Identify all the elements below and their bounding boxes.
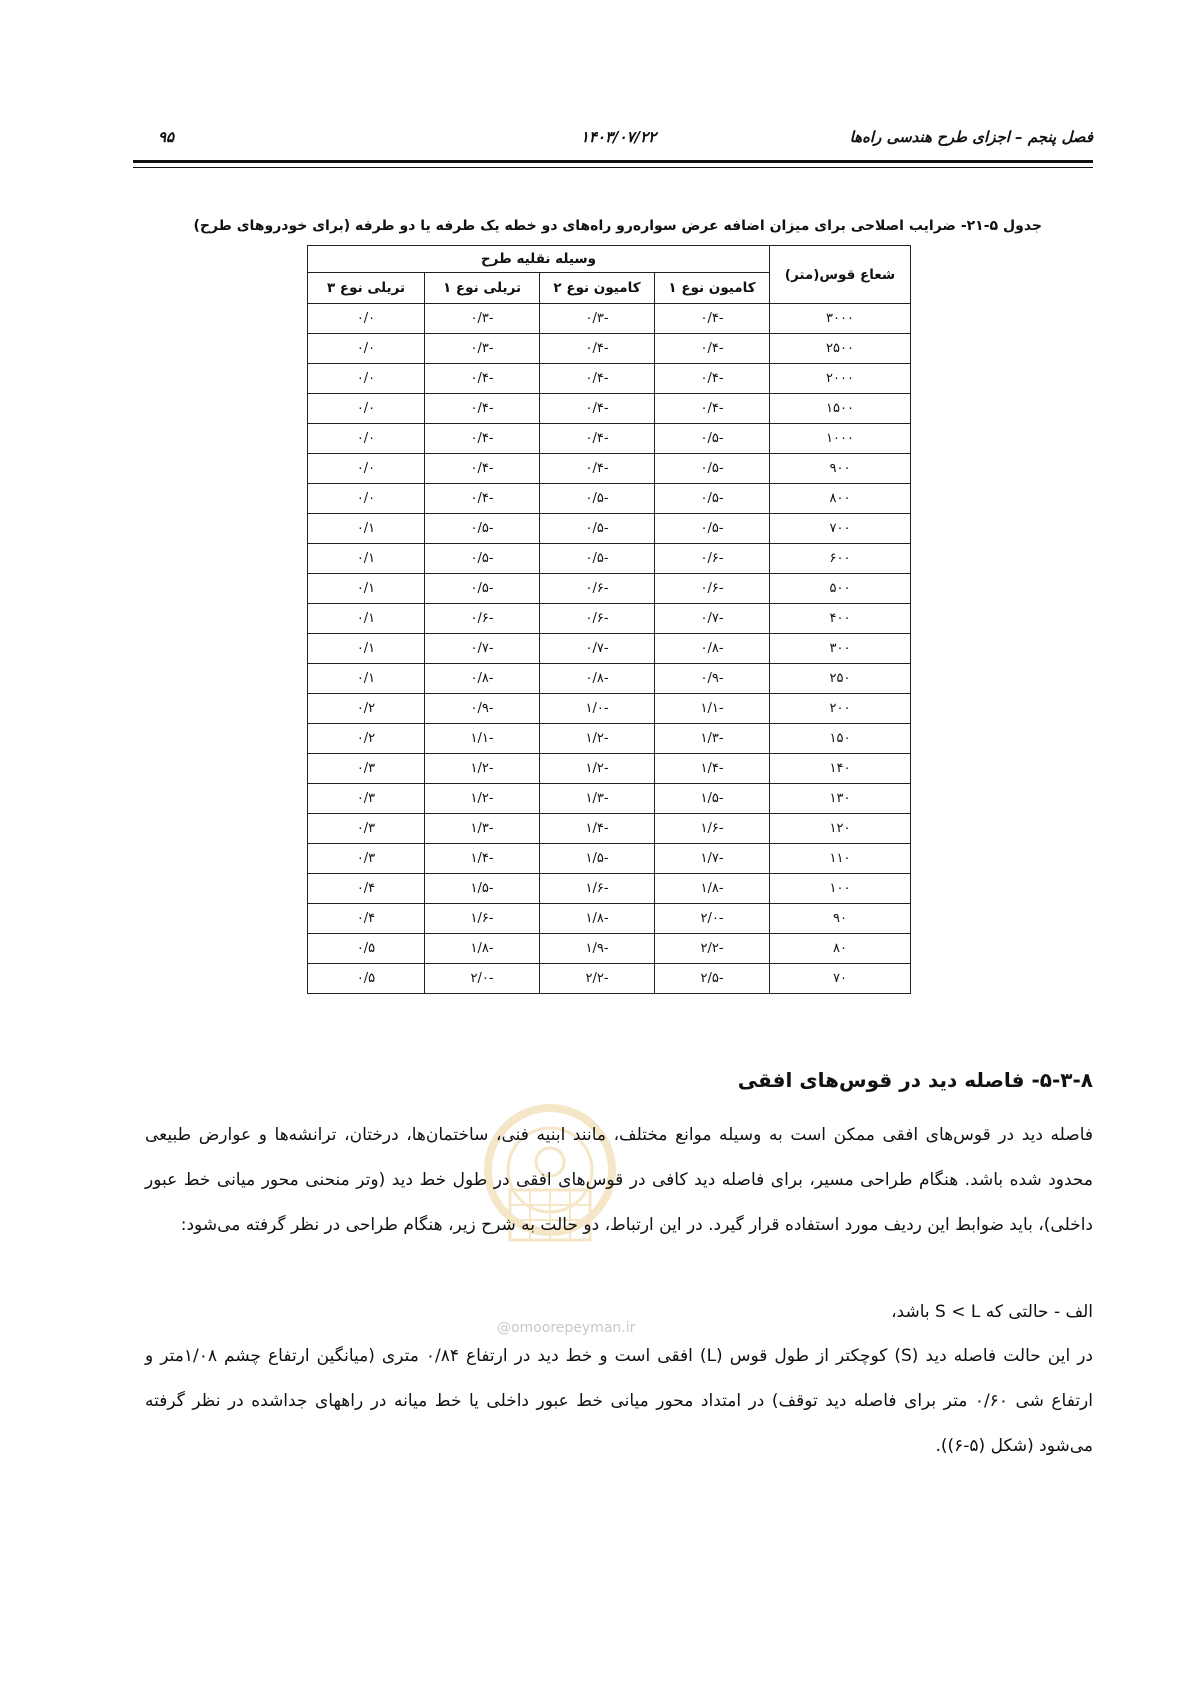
- vehicle-header: کامیون نوع ۲: [540, 273, 655, 304]
- section-heading: ۵-۳-۸- فاصله دید در قوس‌های افقی: [737, 1068, 1093, 1092]
- factor-cell: ۰/۰: [308, 364, 425, 394]
- radius-cell: ۵۰۰: [770, 574, 911, 604]
- radius-cell: ۷۰: [770, 964, 911, 994]
- radius-cell: ۱۵۰: [770, 724, 911, 754]
- factor-cell: -۰/۴: [425, 364, 540, 394]
- factor-cell: -۰/۳: [425, 304, 540, 334]
- factor-cell: -۰/۵: [655, 424, 770, 454]
- factor-cell: -۰/۶: [655, 544, 770, 574]
- factor-cell: -۲/۰: [655, 904, 770, 934]
- paragraph-sight-distance: فاصله دید در قوس‌های افقی ممکن است به وسیله موانع مختلف، مانند ابنیه فنی، ساختمان‌ها، درختان، ترانشه‌ها و عوارض طبیعی محدود شده باشد. هنگام طراحی مسیر، برای فاصله دید کافی در قوس‌های افقی در طول خط دید (وتر منحنی محور میانی خط عبور داخلی)، باید ضوابط این ردیف مورد استفاده قرار گیرد. در این ارتباط، دو حالت به شرح زیر، هنگام طراحی در نظر گرفته می‌شود:: [145, 1125, 1093, 1235]
- radius-cell: ۲۵۰۰: [770, 334, 911, 364]
- radius-cell: ۱۱۰: [770, 844, 911, 874]
- factor-cell: -۱/۲: [425, 784, 540, 814]
- table-row: [308, 514, 911, 544]
- table-row: [308, 664, 911, 694]
- table-row: [308, 484, 911, 514]
- factor-cell: ۰/۰: [308, 454, 425, 484]
- factor-cell: -۰/۵: [425, 544, 540, 574]
- factor-cell: ۰/۱: [308, 664, 425, 694]
- factor-cell: -۱/۳: [540, 784, 655, 814]
- factor-cell: ۰/۳: [308, 784, 425, 814]
- table-row: [308, 874, 911, 904]
- header-rule-thick: [133, 160, 1093, 163]
- factor-cell: -۱/۶: [540, 874, 655, 904]
- factor-cell: ۰/۱: [308, 634, 425, 664]
- factor-cell: -۱/۰: [540, 694, 655, 724]
- factor-cell: -۰/۵: [540, 544, 655, 574]
- factor-cell: -۱/۶: [425, 904, 540, 934]
- factor-cell: -۰/۸: [540, 664, 655, 694]
- factor-cell: -۰/۴: [655, 304, 770, 334]
- factor-cell: -۱/۲: [425, 754, 540, 784]
- table-row: [308, 334, 911, 364]
- radius-cell: ۱۲۰: [770, 814, 911, 844]
- factor-cell: ۰/۲: [308, 694, 425, 724]
- radius-cell: ۲۰۰۰: [770, 364, 911, 394]
- page-header: [144, 128, 1093, 152]
- factor-cell: -۰/۹: [655, 664, 770, 694]
- factor-cell: -۰/۴: [425, 454, 540, 484]
- table-row: [308, 784, 911, 814]
- factor-cell: -۱/۴: [540, 814, 655, 844]
- factor-cell: ۰/۰: [308, 424, 425, 454]
- factor-cell: -۰/۶: [540, 604, 655, 634]
- factor-cell: -۱/۸: [655, 874, 770, 904]
- factor-cell: -۰/۳: [425, 334, 540, 364]
- factor-cell: ۰/۵: [308, 964, 425, 994]
- radius-cell: ۱۰۰: [770, 874, 911, 904]
- table-row: [308, 394, 911, 424]
- factor-cell: -۰/۴: [425, 394, 540, 424]
- factor-cell: -۰/۳: [540, 304, 655, 334]
- radius-cell: ۱۵۰۰: [770, 394, 911, 424]
- table-row: [308, 424, 911, 454]
- factor-cell: -۰/۷: [425, 634, 540, 664]
- table-row: [308, 364, 911, 394]
- radius-cell: ۲۰۰: [770, 694, 911, 724]
- factor-cell: -۲/۰: [425, 964, 540, 994]
- table-row: [308, 604, 911, 634]
- table-row: [308, 844, 911, 874]
- table-row: [308, 754, 911, 784]
- vehicle-header: تریلی نوع ۱: [425, 273, 540, 304]
- table-row: [308, 544, 911, 574]
- radius-cell: ۲۵۰: [770, 664, 911, 694]
- paragraph-case-a: در این حالت فاصله دید (S) کوچکتر از طول قوس (L) افقی است و خط دید در ارتفاع ۰/۸۴ متری (میانگین ارتفاع چشم ۱/۰۸متر و ارتفاع شی ۰/۶۰ متر برای فاصله دید توقف) در امتداد محور میانی خط عبور داخلی یا خط میانه در راههای جداشده در نظر گرفته می‌شود (شکل (۵-۶)).: [145, 1346, 1093, 1456]
- factor-cell: -۰/۴: [655, 394, 770, 424]
- factor-cell: -۱/۵: [655, 784, 770, 814]
- radius-cell: ۳۰۰۰: [770, 304, 911, 334]
- factor-cell: -۲/۲: [655, 934, 770, 964]
- radius-cell: ۶۰۰: [770, 544, 911, 574]
- factor-cell: ۰/۳: [308, 844, 425, 874]
- factor-cell: -۰/۴: [540, 424, 655, 454]
- radius-cell: ۷۰۰: [770, 514, 911, 544]
- table-row: [308, 814, 911, 844]
- factor-cell: -۰/۸: [655, 634, 770, 664]
- table-caption: جدول ۵-۲۱- ضرایب اصلاحی برای میزان اضافه عرض سواره‌رو راه‌های دو خطه یک طرفه یا دو طرفه (برای خودروهای طرح): [193, 218, 1042, 234]
- table-row: [308, 934, 911, 964]
- factor-cell: -۱/۱: [655, 694, 770, 724]
- correction-factor-table: [307, 245, 911, 994]
- factor-cell: -۰/۵: [540, 514, 655, 544]
- radius-cell: ۱۳۰: [770, 784, 911, 814]
- factor-cell: ۰/۱: [308, 574, 425, 604]
- factor-cell: ۰/۴: [308, 874, 425, 904]
- table-row: [308, 964, 911, 994]
- chapter-title: فصل پنجم – اجزای طرح هندسی راه‌ها: [849, 128, 1093, 146]
- vehicle-header: کامیون نوع ۱: [655, 273, 770, 304]
- page-number: ۹۵: [158, 128, 175, 146]
- factor-cell: -۱/۴: [425, 844, 540, 874]
- factor-cell: ۰/۵: [308, 934, 425, 964]
- factor-cell: -۱/۶: [655, 814, 770, 844]
- factor-cell: -۰/۴: [540, 334, 655, 364]
- table-row: [308, 904, 911, 934]
- radius-cell: ۹۰۰: [770, 454, 911, 484]
- factor-cell: -۱/۳: [425, 814, 540, 844]
- factor-cell: -۲/۲: [540, 964, 655, 994]
- table-row: [308, 454, 911, 484]
- factor-cell: -۱/۹: [540, 934, 655, 964]
- factor-cell: -۱/۵: [425, 874, 540, 904]
- header-date: ۱۴۰۳/۰۷/۲۲: [580, 128, 657, 146]
- factor-cell: -۱/۴: [655, 754, 770, 784]
- table-body: [308, 304, 911, 994]
- table-row: [308, 634, 911, 664]
- factor-cell: ۰/۲: [308, 724, 425, 754]
- factor-cell: ۰/۴: [308, 904, 425, 934]
- factor-cell: -۰/۸: [425, 664, 540, 694]
- factor-cell: -۰/۴: [655, 364, 770, 394]
- watermark-text: @omoorepeyman.ir: [497, 1320, 636, 1336]
- vehicle-header: تریلی نوع ۳: [308, 273, 425, 304]
- factor-cell: -۱/۸: [425, 934, 540, 964]
- factor-cell: ۰/۰: [308, 304, 425, 334]
- factor-cell: -۰/۴: [425, 424, 540, 454]
- radius-cell: ۳۰۰: [770, 634, 911, 664]
- factor-cell: -۰/۴: [540, 364, 655, 394]
- factor-cell: -۰/۶: [540, 574, 655, 604]
- factor-cell: -۰/۴: [540, 394, 655, 424]
- factor-cell: -۰/۵: [540, 484, 655, 514]
- list-item-case-a: الف - حالتی که S < L باشد،: [891, 1302, 1093, 1322]
- radius-cell: ۹۰: [770, 904, 911, 934]
- factor-cell: -۱/۱: [425, 724, 540, 754]
- factor-cell: -۰/۵: [655, 454, 770, 484]
- factor-cell: ۰/۱: [308, 544, 425, 574]
- factor-cell: ۰/۰: [308, 334, 425, 364]
- factor-cell: ۰/۳: [308, 754, 425, 784]
- vehicle-group-header: وسیله نقلیه طرح: [308, 246, 770, 273]
- factor-cell: -۰/۵: [425, 514, 540, 544]
- factor-cell: -۱/۲: [540, 754, 655, 784]
- factor-cell: -۰/۵: [655, 484, 770, 514]
- radius-cell: ۱۴۰: [770, 754, 911, 784]
- factor-cell: -۰/۴: [425, 484, 540, 514]
- factor-cell: -۰/۹: [425, 694, 540, 724]
- factor-cell: -۱/۸: [540, 904, 655, 934]
- factor-cell: -۲/۵: [655, 964, 770, 994]
- table-row: [308, 694, 911, 724]
- radius-column-header: شعاع قوس(متر): [770, 246, 911, 304]
- radius-cell: ۱۰۰۰: [770, 424, 911, 454]
- radius-cell: ۴۰۰: [770, 604, 911, 634]
- factor-cell: -۰/۷: [540, 634, 655, 664]
- factor-cell: -۰/۵: [655, 514, 770, 544]
- factor-cell: -۱/۵: [540, 844, 655, 874]
- factor-cell: ۰/۳: [308, 814, 425, 844]
- factor-cell: -۱/۲: [540, 724, 655, 754]
- factor-cell: ۰/۱: [308, 604, 425, 634]
- factor-cell: -۰/۶: [425, 604, 540, 634]
- radius-cell: ۸۰: [770, 934, 911, 964]
- radius-cell: ۸۰۰: [770, 484, 911, 514]
- table-row: [308, 724, 911, 754]
- table-row: [308, 574, 911, 604]
- table-row: [308, 304, 911, 334]
- factor-cell: -۱/۳: [655, 724, 770, 754]
- factor-cell: -۰/۷: [655, 604, 770, 634]
- header-rule-thin: [133, 167, 1093, 168]
- factor-cell: -۰/۵: [425, 574, 540, 604]
- factor-cell: -۰/۴: [655, 334, 770, 364]
- factor-cell: ۰/۰: [308, 394, 425, 424]
- factor-cell: ۰/۱: [308, 514, 425, 544]
- factor-cell: -۰/۶: [655, 574, 770, 604]
- factor-cell: -۱/۷: [655, 844, 770, 874]
- factor-cell: ۰/۰: [308, 484, 425, 514]
- factor-cell: -۰/۴: [540, 454, 655, 484]
